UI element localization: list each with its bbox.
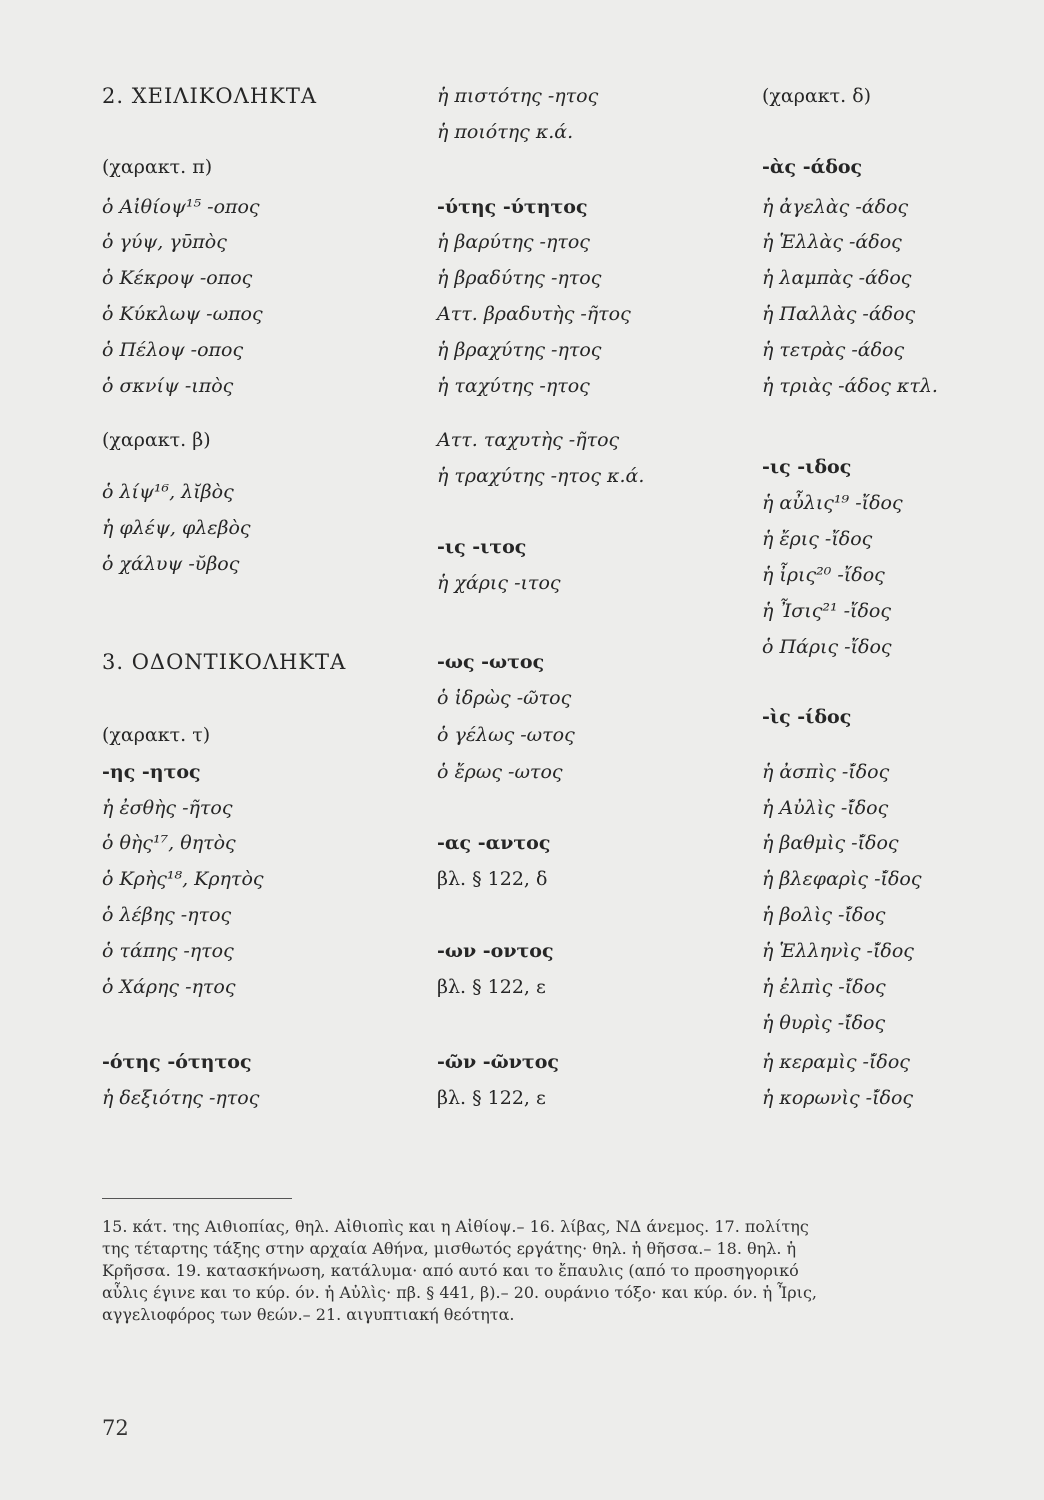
- word-entry: ἡ κεραμὶς -ῐ́δος: [762, 1051, 910, 1073]
- word-entry: ἡ δεξιότης -ητος: [102, 1087, 260, 1109]
- word-entry: ὁ Κέκροψ -οπος: [102, 267, 253, 289]
- word-entry: ὁ Αἰθίοψ¹⁵ -οπος: [102, 196, 260, 218]
- word-entry: ὁ Πέλοψ -οπος: [102, 339, 244, 361]
- declension-pattern: -ὶς -ίδος: [762, 706, 852, 728]
- declension-pattern: -ων -οντος: [437, 940, 554, 962]
- word-entry: ὁ λίψ¹⁶, λῐβὸς: [102, 481, 234, 503]
- word-entry: βλ. § 122, ε: [437, 976, 546, 998]
- word-entry: ἡ ἶρις²⁰ -ἴδος: [762, 564, 885, 586]
- footnote-line: της τέταρτης τάξης στην αρχαία Αθήνα, μισθωτός εργάτης· θηλ. ἡ θῆσσα.– 18. θηλ. ἡ: [102, 1239, 797, 1258]
- word-entry: Αττ. βραδυτὴς -ῆτος: [437, 303, 631, 325]
- word-entry: ὁ θὴς¹⁷, θητὸς: [102, 832, 236, 854]
- declension-pattern: -ὰς -άδος: [762, 156, 863, 178]
- word-entry: (χαρακτ. τ): [102, 724, 211, 746]
- word-entry: ἡ τριὰς -άδος κτλ.: [762, 375, 938, 397]
- word-entry: ἡ βραδύτης -ητος: [437, 267, 602, 289]
- footnote-line: 15. κάτ. της Αιθιοπίας, θηλ. Αἰθιοπὶς και η Αἰθίοψ.– 16. λίβας, ΝΔ άνεμος. 17. πολίτης: [102, 1217, 809, 1236]
- word-entry: ἡ ταχύτης -ητος: [437, 375, 590, 397]
- word-entry: ἡ βλεφαρὶς -ῐ́δος: [762, 868, 922, 890]
- footnotes: [102, 1216, 982, 1326]
- word-entry: (χαρακτ. δ): [762, 85, 872, 107]
- declension-pattern: -ως -ωτος: [437, 651, 545, 673]
- word-entry: ὁ λέβης -ητος: [102, 904, 232, 926]
- word-entry: ἡ βραχύτης -ητος: [437, 339, 602, 361]
- word-entry: ἡ χάρις -ιτος: [437, 572, 561, 594]
- word-entry: ὁ ἔρως -ωτος: [437, 761, 563, 783]
- word-entry: ἡ ἀγελὰς -άδος: [762, 196, 909, 218]
- word-entry: ἡ τραχύτης -ητος κ.ά.: [437, 465, 645, 487]
- declension-pattern: -ις -ιτος: [437, 536, 527, 558]
- section-heading: 3. ΟΔΟΝΤΙΚΟΛΗΚΤΑ: [102, 650, 347, 674]
- declension-pattern: -ῶν -ῶντος: [437, 1051, 559, 1073]
- word-entry: ὁ χάλυψ -ῠβος: [102, 553, 240, 575]
- footnote-line: αὖλις έγινε και το κύρ. όν. ἡ Αὐλὶς· πβ. § 441, β).– 20. ουράνιο τόξο· και κύρ. όν. ἡ Ἶρις,: [102, 1283, 817, 1302]
- word-entry: ἡ πιστότης -ητος: [437, 85, 599, 107]
- declension-pattern: -ης -ητος: [102, 761, 201, 783]
- word-entry: ἡ Ἑλληνὶς -ῐ́δος: [762, 940, 914, 962]
- footnote-rule: [102, 1198, 292, 1199]
- word-entry: ἡ λαμπὰς -άδος: [762, 267, 912, 289]
- word-entry: ὁ ἱδρὼς -ῶτος: [437, 687, 572, 709]
- word-entry: ὁ τάπης -ητος: [102, 940, 234, 962]
- word-entry: ἡ Αὐλὶς -ῐ́δος: [762, 797, 889, 819]
- word-entry: ἡ ἔρις -ἴδος: [762, 528, 873, 550]
- word-entry: (χαρακτ. π): [102, 156, 213, 178]
- section-heading: 2. ΧΕΙΛΙΚΟΛΗΚΤΑ: [102, 84, 317, 108]
- word-entry: ὁ Χάρης -ητος: [102, 976, 236, 998]
- word-entry: ἡ ἀσπὶς -ῐ́δος: [762, 761, 890, 783]
- word-entry: ὁ Κρὴς¹⁸, Κρητὸς: [102, 868, 264, 890]
- word-entry: ἡ ἐσθὴς -ῆτος: [102, 797, 233, 819]
- declension-pattern: -ας -αντος: [437, 832, 551, 854]
- word-entry: ὁ Κύκλωψ -ωπος: [102, 303, 263, 325]
- word-entry: ἡ κορωνὶς -ῐ́δος: [762, 1087, 914, 1109]
- word-entry: ὁ γέλως -ωτος: [437, 724, 575, 746]
- word-entry: ἡ αὖλις¹⁹ -ἴδος: [762, 492, 903, 514]
- word-entry: ὁ σκνίψ -ιπὸς: [102, 375, 234, 397]
- word-entry: ἡ Ἑλλὰς -άδος: [762, 231, 902, 253]
- word-entry: Αττ. ταχυτὴς -ῆτος: [437, 429, 620, 451]
- word-entry: ἡ βολὶς -ῐ́δος: [762, 904, 886, 926]
- word-entry: ἡ τετρὰς -άδος: [762, 339, 905, 361]
- word-entry: ὁ γύψ, γῡπὸς: [102, 231, 227, 253]
- word-entry: βλ. § 122, ε: [437, 1087, 546, 1109]
- word-entry: ἡ Παλλὰς -άδος: [762, 303, 916, 325]
- word-entry: ἡ ἐλπὶς -ῐ́δος: [762, 976, 886, 998]
- word-entry: ἡ βαθμὶς -ῐ́δος: [762, 832, 899, 854]
- declension-pattern: -ότης -ότητος: [102, 1051, 252, 1073]
- word-entry: ἡ φλέψ, φλεβὸς: [102, 517, 251, 539]
- declension-pattern: -ύτης -ύτητος: [437, 196, 588, 218]
- page-number: 72: [102, 1416, 129, 1440]
- word-entry: ἡ Ἶσις²¹ -ἴδος: [762, 600, 891, 622]
- word-entry: ἡ θυρὶς -ῐ́δος: [762, 1012, 886, 1034]
- declension-pattern: -ις -ιδος: [762, 456, 852, 478]
- word-entry: ἡ ποιότης κ.ά.: [437, 121, 574, 143]
- footnote-line: αγγελιοφόρος των θεών.– 21. αιγυπτιακή θεότητα.: [102, 1305, 515, 1324]
- word-entry: ἡ βαρύτης -ητος: [437, 231, 590, 253]
- word-entry: ὁ Πάρις -ἴδος: [762, 636, 892, 658]
- word-entry: (χαρακτ. β): [102, 429, 211, 451]
- footnote-line: Κρῆσσα. 19. κατασκήνωση, κατάλυμα· από αυτό και το ἔπαυλις (από το προσηγορικό: [102, 1261, 799, 1280]
- word-entry: βλ. § 122, δ: [437, 868, 548, 890]
